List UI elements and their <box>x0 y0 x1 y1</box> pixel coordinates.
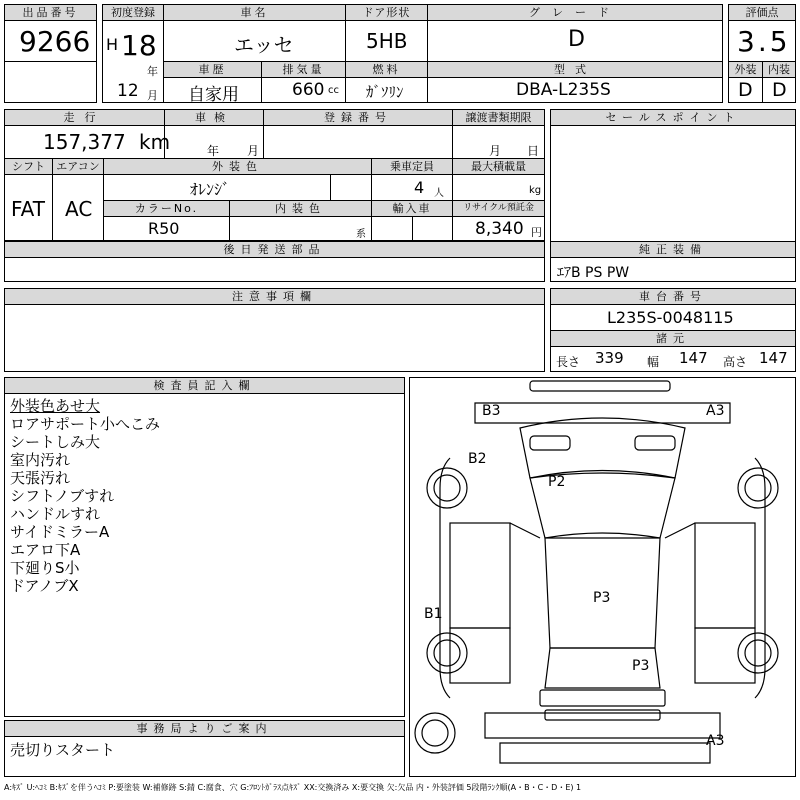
wheel-rear-right <box>738 633 778 673</box>
mileage-header: 走行 <box>4 109 165 126</box>
door-type: 5HB <box>366 29 408 53</box>
front-bumper-shape <box>530 381 670 391</box>
color-cell <box>103 174 331 201</box>
sales-cell <box>550 125 796 242</box>
width: 147 <box>679 349 708 367</box>
shift: FAT <box>11 197 46 221</box>
inspector-note: シートしみ大 <box>10 433 101 451</box>
regno-cell <box>263 125 453 159</box>
transfer-header: 譲渡書類期限 <box>452 109 545 126</box>
interior-color-cell <box>229 216 372 241</box>
chassis-cell <box>550 304 796 331</box>
inspector-note: 天張汚れ <box>10 469 71 487</box>
parts-cell <box>4 257 545 282</box>
damage-mark: P2 <box>548 474 566 490</box>
damage-mark: B2 <box>468 451 487 467</box>
grade-header: グレード <box>427 4 723 21</box>
damage-mark: P3 <box>632 658 650 674</box>
load-unit: kg <box>529 185 542 196</box>
equip-cell <box>550 257 796 282</box>
name-header: 車名 <box>163 4 346 21</box>
displacement-header: 排気量 <box>261 61 346 78</box>
shift-header: シフト <box>4 158 53 175</box>
inspector-header: 検査員記入欄 <box>4 377 405 394</box>
wheel-rear-left <box>427 633 467 673</box>
rear-bumper-top <box>545 710 660 720</box>
right-side-line <box>755 458 765 698</box>
color-extra-cell <box>330 174 372 201</box>
ac-cell <box>52 174 104 241</box>
wheel-rear-right-inner <box>745 640 771 666</box>
notice-header: 注意事項欄 <box>4 288 545 305</box>
history-header: 車歴 <box>163 61 262 78</box>
displacement-unit: cc <box>328 85 339 96</box>
transfer-month: 月 <box>489 144 502 158</box>
spare-wheel-inner <box>422 720 448 746</box>
ac: AC <box>65 197 93 221</box>
lot-blank-cell <box>4 61 97 103</box>
capacity: 4 <box>414 178 425 197</box>
front-outline <box>475 403 730 423</box>
right-rear-door <box>695 628 755 683</box>
left-front-door <box>450 523 510 628</box>
inspector-note: 外装色あせ大 <box>10 397 101 415</box>
interior-color-unit: 系 <box>356 229 366 240</box>
wheel-front-left <box>427 468 467 508</box>
history: 自家用 <box>188 85 239 105</box>
era: H <box>106 35 119 54</box>
model-header: 型式 <box>427 61 723 78</box>
inspector-notes <box>4 393 405 717</box>
headlight-left <box>530 436 570 450</box>
inspector-note: エアロ下A <box>10 541 81 559</box>
score-header: 評価点 <box>728 4 796 21</box>
rear-outline <box>485 713 720 738</box>
first-reg-cell <box>102 20 164 103</box>
dims-header: 諸元 <box>550 330 796 347</box>
equip-header: 純正装備 <box>550 241 796 258</box>
car-diagram <box>409 377 796 777</box>
model: DBA-L235S <box>516 80 611 100</box>
colorno-cell <box>103 216 230 241</box>
exterior-cell <box>728 77 763 103</box>
rear-bumper-shape <box>500 743 710 763</box>
inspector-note: ハンドルすれ <box>10 505 101 523</box>
shift-cell <box>4 174 53 241</box>
transfer-cell <box>452 125 545 159</box>
recycle-unit: 円 <box>531 226 542 239</box>
interior-rank: D <box>772 79 787 101</box>
office-text: 売切りスタート <box>10 741 116 759</box>
wheel-rear-left-inner <box>434 640 460 666</box>
door-cell <box>345 20 428 62</box>
mileage: 157,377 <box>43 130 126 154</box>
legend: A:ｷｽﾞ U:ﾍｺﾐ B:ｷｽﾞを伴うﾍｺﾐ P:要塗装 W:補修跡 S:錆 C:腐食、穴 G:ﾌﾛﾝﾄｶﾞﾗｽ点ｷｽﾞ XX:交換済み X:要交換 欠:欠品 内・外装評価 5段階ﾗﾝｸ順(A・B・C・D・E) 1 <box>4 783 582 792</box>
height-label: 高さ <box>723 355 748 369</box>
mileage-unit: km <box>139 130 171 154</box>
fuel-header: 燃料 <box>345 61 428 78</box>
left-rear-door <box>450 628 510 683</box>
mileage-cell <box>4 125 171 159</box>
fuel: ｶﾞｿﾘﾝ <box>366 83 404 101</box>
colorno-header: カラーNo. <box>103 200 230 217</box>
transfer-day: 日 <box>527 144 540 158</box>
import-header: 輸入車 <box>371 200 453 217</box>
sales-header: セールスポイント <box>550 109 796 126</box>
chassis-header: 車台番号 <box>550 288 796 305</box>
lot-number: 9266 <box>19 25 91 58</box>
lot-cell <box>4 20 97 62</box>
spare-wheel <box>415 713 455 753</box>
height: 147 <box>759 349 788 367</box>
right-pillar <box>665 523 695 538</box>
exterior-color: ｵﾚﾝｼﾞ <box>190 180 231 199</box>
rear-hatch <box>540 690 665 706</box>
grade: D <box>568 27 585 52</box>
fuel-cell <box>345 77 428 103</box>
inspector-note: ロアサポート小へこみ <box>10 415 161 433</box>
damage-mark: P3 <box>593 590 611 606</box>
inspector-note: サイドミラーA <box>10 523 110 541</box>
width-label: 幅 <box>647 355 660 369</box>
interior-header: 内装 <box>762 61 796 78</box>
model-cell <box>427 77 723 103</box>
inspector-note: 下廻りS小 <box>10 559 80 577</box>
inspector-note: シフトノブすれ <box>10 487 115 505</box>
damage-mark: B1 <box>424 606 443 622</box>
inspector-note: 室内汚れ <box>10 451 71 469</box>
year-unit: 年 <box>147 65 158 78</box>
displacement-cell <box>261 77 346 103</box>
recycle-fee: 8,340 <box>475 219 524 239</box>
color-number: R50 <box>148 219 180 238</box>
damage-mark: A3 <box>706 403 725 419</box>
equipment: ｴｱB PS PW <box>557 265 630 281</box>
displacement: 660 <box>292 80 325 100</box>
import-cell-b <box>412 216 453 241</box>
lot-header: 出品番号 <box>4 4 97 21</box>
inspection-year-unit: 年 <box>207 144 220 158</box>
hood-shape <box>520 418 685 478</box>
recycle-cell <box>452 216 545 241</box>
capacity-header: 乗車定員 <box>371 158 453 175</box>
dims-cell <box>550 346 796 372</box>
car-diagram-svg <box>410 378 795 776</box>
capacity-unit: 人 <box>434 188 444 199</box>
name-cell <box>163 20 346 62</box>
office-header: 事務局よりご案内 <box>4 720 405 737</box>
reg-year: 18 <box>121 29 157 62</box>
ac-header: エアコン <box>52 158 104 175</box>
door-header: ドア形状 <box>345 4 428 21</box>
damage-mark: A3 <box>706 733 725 749</box>
inspection-header: 車検 <box>164 109 264 126</box>
history-cell <box>163 77 262 103</box>
inspection-month-unit: 月 <box>247 144 260 158</box>
interior-color-header: 内装色 <box>229 200 372 217</box>
load-cell <box>452 174 545 201</box>
office-cell <box>4 736 405 777</box>
left-pillar <box>510 523 540 538</box>
car-name: エッセ <box>234 33 294 57</box>
damage-mark: B3 <box>482 403 501 419</box>
headlight-right <box>635 436 675 450</box>
wheel-front-left-inner <box>434 475 460 501</box>
exterior-header: 外装 <box>728 61 763 78</box>
load-header: 最大積載量 <box>452 158 545 175</box>
color-header: 外装色 <box>103 158 372 175</box>
length: 339 <box>595 349 624 367</box>
length-label: 長さ <box>556 355 581 369</box>
interior-cell <box>762 77 796 103</box>
wheel-front-right <box>738 468 778 508</box>
import-cell-a <box>371 216 413 241</box>
first-reg-header: 初度登録 <box>102 4 164 21</box>
left-side-line <box>440 458 450 698</box>
reg-month: 12 <box>117 81 139 101</box>
month-unit: 月 <box>147 89 158 102</box>
wheel-front-right-inner <box>745 475 771 501</box>
inspection-cell <box>164 125 264 159</box>
score-cell <box>728 20 796 62</box>
right-front-door <box>695 523 755 628</box>
grade-cell <box>427 20 723 62</box>
chassis-number: L235S-0048115 <box>607 308 734 327</box>
capacity-cell <box>371 174 453 201</box>
recycle-header: リサイクル預託金 <box>452 200 545 217</box>
inspector-note: ドアノブX <box>10 577 79 595</box>
notice-cell <box>4 304 545 372</box>
parts-header: 後日発送部品 <box>4 241 545 258</box>
exterior-rank: D <box>738 79 753 101</box>
regno-header: 登録番号 <box>263 109 453 126</box>
score: 3.5 <box>737 25 791 58</box>
